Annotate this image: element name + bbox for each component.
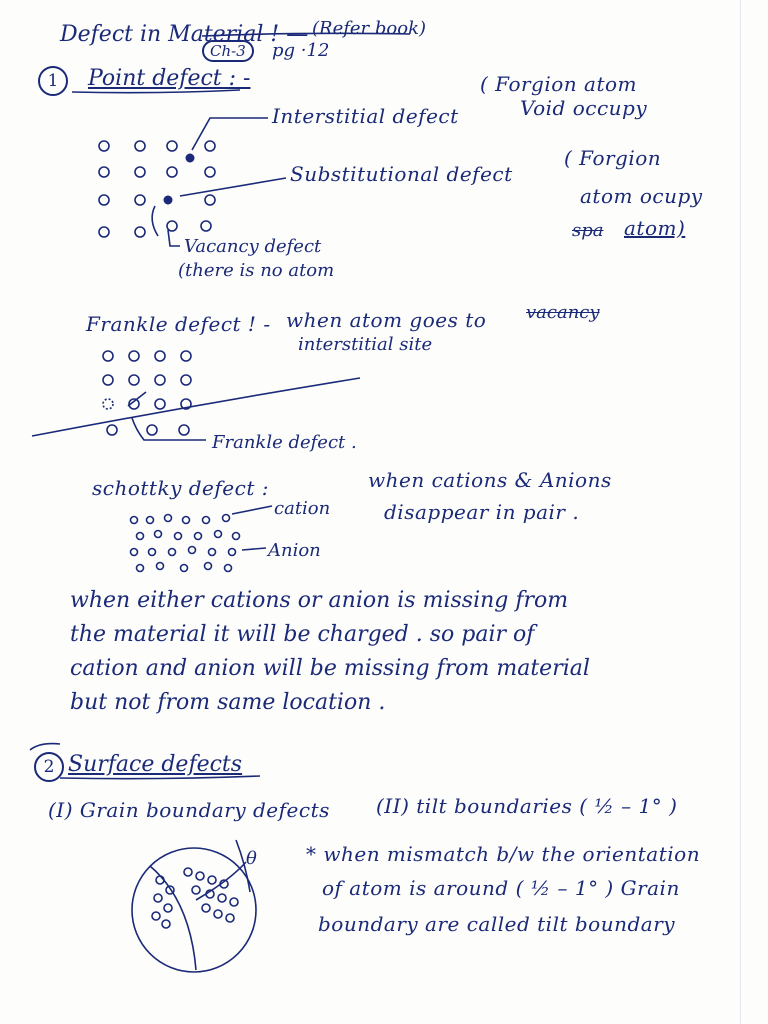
section2-underline [60, 776, 260, 779]
substitutional-desc-3-struck: spa [572, 220, 604, 241]
schottky-desc-2: disappear in pair . [384, 500, 580, 524]
section-number-2: 2 [34, 752, 64, 782]
frankle-figure-label: Frankle defect . [212, 432, 357, 453]
vacancy-desc: (there is no atom [178, 260, 335, 281]
grain-boundary-figure [132, 840, 256, 972]
substitutional-desc-3: atom) [624, 216, 686, 240]
page-number: pg ·12 [272, 40, 330, 61]
section-title-surface-defects: Surface defects [68, 752, 243, 777]
section-title-point-defect: Point defect : - [88, 66, 251, 91]
substitutional-desc-2: atom ocupy [580, 184, 703, 208]
substitutional-label: Substitutional defect [290, 162, 513, 186]
paragraph-line-4: but not from same location . [70, 690, 386, 715]
schottky-lattice [131, 515, 240, 572]
interstitial-atom-dot [186, 154, 194, 162]
tilt-desc-line-1: * when mismatch b/w the orientation [306, 842, 701, 866]
reference-note: (Refer book) [312, 18, 426, 39]
page-title: Defect in Material ! — [60, 22, 309, 47]
theta-label: θ [246, 848, 257, 869]
frankle-desc-1: when atom goes to [286, 308, 487, 332]
interstitial-arrow [192, 118, 268, 150]
tilt-desc-line-2: of atom is around ( ½ – 1° ) Grain [322, 876, 680, 900]
grain-boundary-label: (I) Grain boundary defects [48, 798, 330, 822]
interstitial-label: Interstitial defect [272, 104, 459, 128]
substitutional-arrow [180, 178, 286, 196]
interstitial-desc-1: ( Forgion atom [480, 72, 637, 96]
point-defect-lattice [99, 141, 215, 237]
chapter-label: Ch-3 [202, 40, 254, 62]
cation-arrow [232, 506, 272, 514]
schottky-title: schottky defect : [92, 476, 269, 500]
substitutional-atom-dot [164, 196, 172, 204]
interstitial-desc-2: Void occupy [520, 96, 648, 120]
schottky-desc-1: when cations & Anions [368, 468, 612, 492]
vacancy-label: Vacancy defect [184, 236, 322, 257]
frankle-desc-2: interstitial site [298, 334, 433, 355]
section1-underline [72, 90, 240, 93]
paragraph-line-1: when either cations or anion is missing from [70, 588, 569, 613]
frankle-desc-1-struck: vacancy [526, 302, 600, 323]
cation-label: cation [274, 498, 331, 519]
anion-arrow [242, 548, 266, 550]
vacancy-arrow [168, 230, 180, 246]
paragraph-line-3: cation and anion will be missing from material [70, 656, 590, 681]
frankle-title: Frankle defect ! - [86, 312, 271, 336]
divider-line [32, 378, 360, 436]
tilt-boundary-label: (II) tilt boundaries ( ½ – 1° ) [376, 794, 678, 818]
section-number-1: 1 [38, 66, 68, 96]
paragraph-line-2: the material it will be charged . so pair of [70, 622, 535, 647]
anion-label: Anion [268, 540, 321, 561]
tilt-desc-line-3: boundary are called tilt boundary [318, 912, 676, 936]
frankle-lattice [103, 351, 206, 440]
substitutional-desc-1: ( Forgion [564, 146, 662, 170]
title-underline [202, 33, 410, 36]
